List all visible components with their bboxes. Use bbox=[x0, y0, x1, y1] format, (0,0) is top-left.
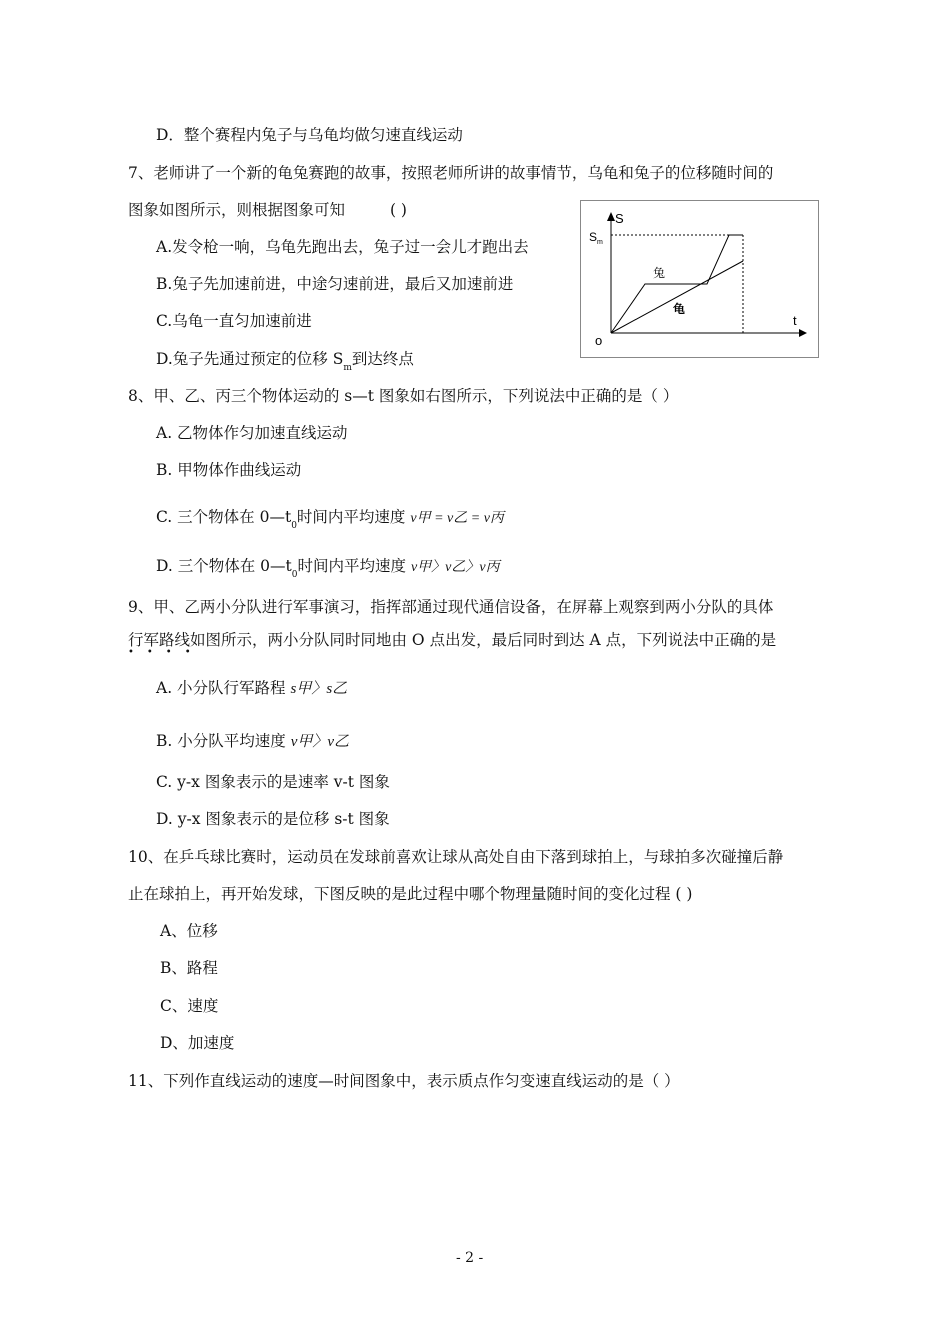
q7-option-c: C.乌龟一直匀加速前进 bbox=[156, 312, 312, 330]
q8-option-b: B. 甲物体作曲线运动 bbox=[156, 461, 302, 479]
q9-option-a bbox=[156, 678, 347, 699]
rabbit-label: 兔 bbox=[653, 266, 666, 280]
q8-option-c-t0: 0 bbox=[291, 521, 297, 531]
q8-option-c-mid: 时间内平均速度 bbox=[296, 508, 406, 526]
t-axis-arrow bbox=[799, 329, 807, 337]
q9-stem-line1: 9、甲、乙两小分队进行军事演习，指挥部通过现代通信设备，在屏幕上观察到两小分队的具体 bbox=[128, 598, 774, 616]
q9-option-a-pre: A. 小分队行军路程 bbox=[156, 679, 286, 697]
q10-option-d: D、加速度 bbox=[160, 1034, 235, 1052]
sm-label-sub: m bbox=[597, 239, 603, 246]
q8-option-d-formula: v甲〉v乙〉v丙 bbox=[410, 560, 500, 575]
q7-option-d bbox=[156, 349, 414, 372]
q10-option-c: C、速度 bbox=[160, 997, 219, 1015]
turtle-label: 龟 bbox=[673, 302, 686, 316]
q8-option-d-mid: 时间内平均速度 bbox=[297, 557, 406, 575]
q9-option-d: D. y-x 图象表示的是位移 s-t 图象 bbox=[156, 810, 390, 828]
q7-option-d-post: 到达终点 bbox=[351, 350, 414, 368]
q9-stem-line2: 行军路线如图所示，两小分队同时同地由 O 点出发，最后同时到达 A 点，下列说法中正确的是 bbox=[128, 631, 777, 649]
q7-option-b: B.兔子先加速前进，中途匀速前进，最后又加速前进 bbox=[156, 275, 514, 293]
page-number: - 2 - bbox=[456, 1250, 484, 1266]
q8-option-d-pre: D. 三个物体在 0—t bbox=[156, 557, 292, 575]
q8-option-c-formula: v甲 = v乙 = v丙 bbox=[410, 511, 504, 526]
q7-st-graph-figure bbox=[580, 200, 819, 358]
q7-stem-text: 图象如图所示，则根据图象可知 bbox=[128, 201, 346, 219]
q7-stem-line1: 7、老师讲了一个新的龟兔赛跑的故事，按照老师所讲的故事情节，乌龟和兔子的位移随时间的 bbox=[128, 164, 774, 182]
q9-option-a-formula: s甲〉s乙 bbox=[290, 681, 348, 697]
q11-stem: 11、下列作直线运动的速度—时间图象中，表示质点作匀变速直线运动的是（ ） bbox=[128, 1072, 680, 1090]
q10-option-a: A、位移 bbox=[160, 922, 218, 940]
q9-option-b-formula: v甲〉v乙 bbox=[290, 734, 350, 750]
q10-stem-line2: 止在球拍上，再开始发球，下图反映的是此过程中哪个物理量随时间的变化过程 ( ) bbox=[128, 885, 693, 903]
q8-option-c bbox=[156, 507, 504, 530]
q8-option-c-pre: C. 三个物体在 0—t bbox=[156, 508, 292, 526]
rabbit-line bbox=[611, 235, 743, 333]
sm-label-s: S bbox=[589, 230, 598, 244]
q7-stem-line2 bbox=[128, 200, 407, 220]
q7-option-d-pre: D.兔子先通过预定的位移 S bbox=[156, 350, 344, 368]
origin-label: o bbox=[595, 333, 603, 348]
q9-option-b-pre: B. 小分队平均速度 bbox=[156, 732, 286, 750]
emphasis-dots: •••• bbox=[128, 647, 204, 658]
t-axis-label: t bbox=[793, 313, 797, 328]
sm-label bbox=[589, 230, 603, 246]
q8-stem: 8、甲、乙、丙三个物体运动的 s—t 图象如右图所示，下列说法中正确的是（ ） bbox=[128, 387, 679, 405]
q8-option-d-t0: 0 bbox=[291, 570, 298, 580]
q6-option-d: D．整个赛程内兔子与乌龟均做匀速直线运动 bbox=[156, 126, 463, 144]
q7-option-a: A.发令枪一响，乌龟先跑出去，兔子过一会儿才跑出去 bbox=[156, 238, 529, 256]
q10-stem-line1: 10、在乒乓球比赛时，运动员在发球前喜欢让球从高处自由下落到球拍上，与球拍多次碰撞后静 bbox=[128, 848, 784, 866]
q8-option-d bbox=[156, 556, 500, 579]
q9-option-b bbox=[156, 731, 349, 752]
q7-st-graph-svg bbox=[581, 201, 818, 357]
q9-option-c: C. y-x 图象表示的是速率 v-t 图象 bbox=[156, 773, 390, 791]
q8-option-a: A. 乙物体作匀加速直线运动 bbox=[156, 424, 348, 442]
q7-answer-paren: ( ) bbox=[389, 201, 407, 219]
s-axis-label: S bbox=[615, 211, 624, 226]
q10-option-b: B、路程 bbox=[160, 959, 218, 977]
turtle-line bbox=[611, 261, 743, 333]
q7-option-d-sub: m bbox=[343, 363, 352, 373]
s-axis-arrow bbox=[607, 212, 615, 221]
